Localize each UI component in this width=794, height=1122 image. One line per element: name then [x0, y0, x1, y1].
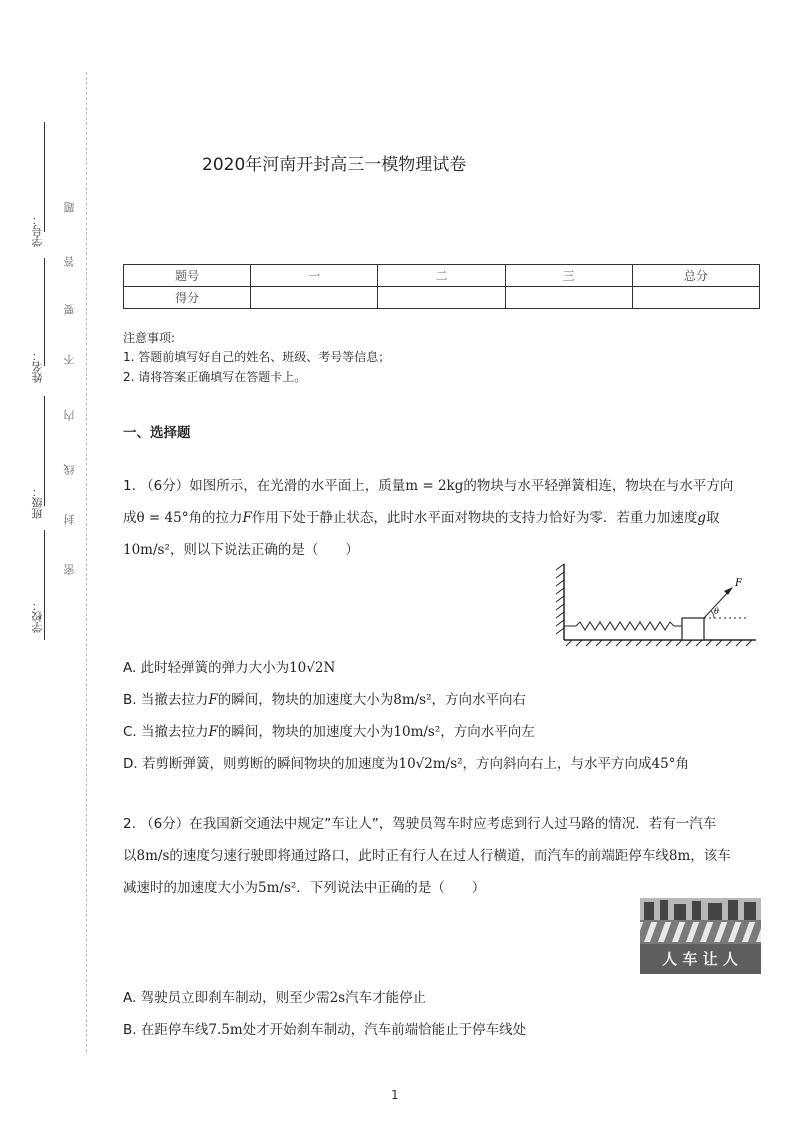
- binding-line: [86, 72, 87, 1052]
- table-row: [124, 265, 760, 287]
- question-text: 以: [123, 848, 137, 864]
- option-text: A. 此时轻弹簧的弹力大小为: [123, 660, 290, 676]
- arrow-head: [724, 587, 733, 595]
- crosswalk-photo: [640, 898, 761, 974]
- seal-char: 要: [63, 302, 76, 315]
- road-marking-text: 人 车 让 人: [662, 950, 738, 968]
- score-cell[interactable]: [505, 287, 632, 309]
- option-d[interactable]: [123, 752, 689, 772]
- wall-hatching: [556, 564, 564, 634]
- question-text: 的速度匀速行驶即将通过路口，此时正有行人在过人行横道，而汽车的前端距停车线: [169, 848, 669, 864]
- math-expr: 10√2m/s²: [398, 756, 463, 772]
- notes-item: 1. 答题前填写好自己的姓名、班级、考号等信息；: [123, 350, 391, 364]
- option-text: D. 若剪断弹簧，则剪断的瞬间物块的加速度为: [123, 756, 399, 772]
- table-header-cell: 题号: [124, 265, 251, 287]
- question-text: ，则以下说法正确的是（ ）: [169, 542, 359, 558]
- seal-char: 封: [63, 512, 76, 525]
- math-expr: m = 2kg: [405, 478, 464, 494]
- question-1-line: [123, 538, 359, 558]
- class-label: 班级：: [31, 486, 44, 519]
- option-a[interactable]: [123, 656, 335, 676]
- score-cell[interactable]: [251, 287, 378, 309]
- math-expr: θ = 45°: [136, 510, 189, 526]
- option-text: ，方向水平向左: [440, 724, 535, 740]
- question-text: 2. （6分）在我国新交通法中规定”车让人”，驾驶员驾车时应考虑到行人过马路的情况．若有一汽车: [123, 816, 717, 832]
- math-expr: g: [697, 510, 706, 526]
- question-2-line: [123, 812, 716, 832]
- question-text: ．下列说法中正确的是（ ）: [296, 880, 486, 896]
- math-expr: 7.5m: [208, 1022, 243, 1038]
- notes-heading: 注意事项:: [123, 331, 176, 345]
- option-b[interactable]: [123, 688, 526, 708]
- math-expr: 8m: [668, 848, 691, 864]
- table-row-label: 得分: [124, 287, 251, 309]
- option-text: ，方向水平向右: [431, 692, 527, 708]
- question-text: 成: [123, 510, 137, 526]
- math-expr: 5m/s²: [258, 880, 297, 896]
- floor-hatching: [566, 640, 752, 646]
- seal-char: 线: [63, 462, 76, 475]
- table-row: [124, 287, 760, 309]
- notes-item: 2. 请将答案正确填写在答题卡上。: [123, 370, 307, 384]
- name-label: 姓名：: [31, 350, 44, 383]
- option-b[interactable]: [123, 1018, 526, 1038]
- score-cell[interactable]: [378, 287, 505, 309]
- spring: [564, 622, 682, 630]
- question-text: 减速时的加速度大小为: [123, 880, 258, 896]
- option-text: 处才开始刹车制动，汽车前端恰能止于停车线处: [242, 1022, 527, 1038]
- question-text: 取: [705, 510, 720, 526]
- score-table: [123, 264, 760, 309]
- option-text: C. 当撤去拉力: [123, 724, 209, 740]
- question-text: ，该车: [690, 848, 731, 864]
- math-expr: 45°: [651, 756, 676, 772]
- page-title: 2020年河南开封高三一模物理试卷: [202, 155, 467, 175]
- option-text: 的瞬间，物块的加速度大小为: [217, 692, 394, 708]
- math-expr: F: [242, 510, 252, 526]
- math-expr: 10m/s²: [123, 542, 170, 558]
- question-2-line: [123, 876, 485, 896]
- question-text: 角的拉力: [188, 510, 243, 526]
- score-cell[interactable]: [632, 287, 759, 309]
- math-expr: 8m/s²: [393, 692, 432, 708]
- seal-char: 题: [63, 200, 76, 213]
- math-expr: 10√2N: [289, 660, 336, 676]
- option-text: B. 在距停车线: [123, 1022, 209, 1038]
- question-text: 作用下处于静止状态，此时水平面对物块的支持力恰好为零．若重力加速度: [251, 510, 698, 526]
- block: [682, 618, 704, 640]
- table-header-cell: 三: [505, 265, 632, 287]
- math-expr: 8m/s: [136, 848, 170, 864]
- math-expr: F: [208, 692, 218, 708]
- option-text: 的瞬间，物块的加速度大小为: [217, 724, 394, 740]
- option-text: 角: [675, 756, 689, 772]
- page-number: 1: [391, 1088, 399, 1102]
- seal-char: 密: [63, 562, 76, 575]
- question-2-line: [123, 844, 731, 864]
- option-c[interactable]: [123, 720, 535, 740]
- spring-block-diagram: [556, 560, 762, 648]
- math-expr: F: [208, 724, 218, 740]
- question-1-line: [123, 506, 719, 526]
- math-expr: 2s: [329, 990, 346, 1006]
- question-1-line: [123, 474, 733, 494]
- angle-label: θ: [714, 607, 719, 616]
- section-heading: 一、选择题: [123, 425, 191, 441]
- seal-char: 内: [63, 408, 76, 421]
- seal-char: 不: [63, 352, 76, 365]
- question-text: 的物块与水平轻弹簧相连，物块在与水平方向: [463, 478, 734, 494]
- option-text: B. 当撤去拉力: [123, 692, 209, 708]
- table-header-cell: 一: [251, 265, 378, 287]
- seal-char: 答: [63, 254, 76, 267]
- question-text: 1. （6分）如图所示，在光滑的水平面上，质量: [123, 478, 406, 494]
- option-text: 汽车才能停止: [345, 990, 427, 1006]
- school-label: 学校：: [31, 600, 44, 633]
- option-a[interactable]: [123, 986, 426, 1006]
- option-text: A. 驾驶员立即刹车制动，则至少需: [123, 990, 330, 1006]
- student-id-label: 学号：: [31, 214, 44, 247]
- math-expr: 10m/s²: [393, 724, 441, 740]
- force-label: F: [735, 578, 742, 589]
- table-header-cell: 总分: [632, 265, 759, 287]
- option-text: ，方向斜向右上，与水平方向成: [462, 756, 652, 772]
- table-header-cell: 二: [378, 265, 505, 287]
